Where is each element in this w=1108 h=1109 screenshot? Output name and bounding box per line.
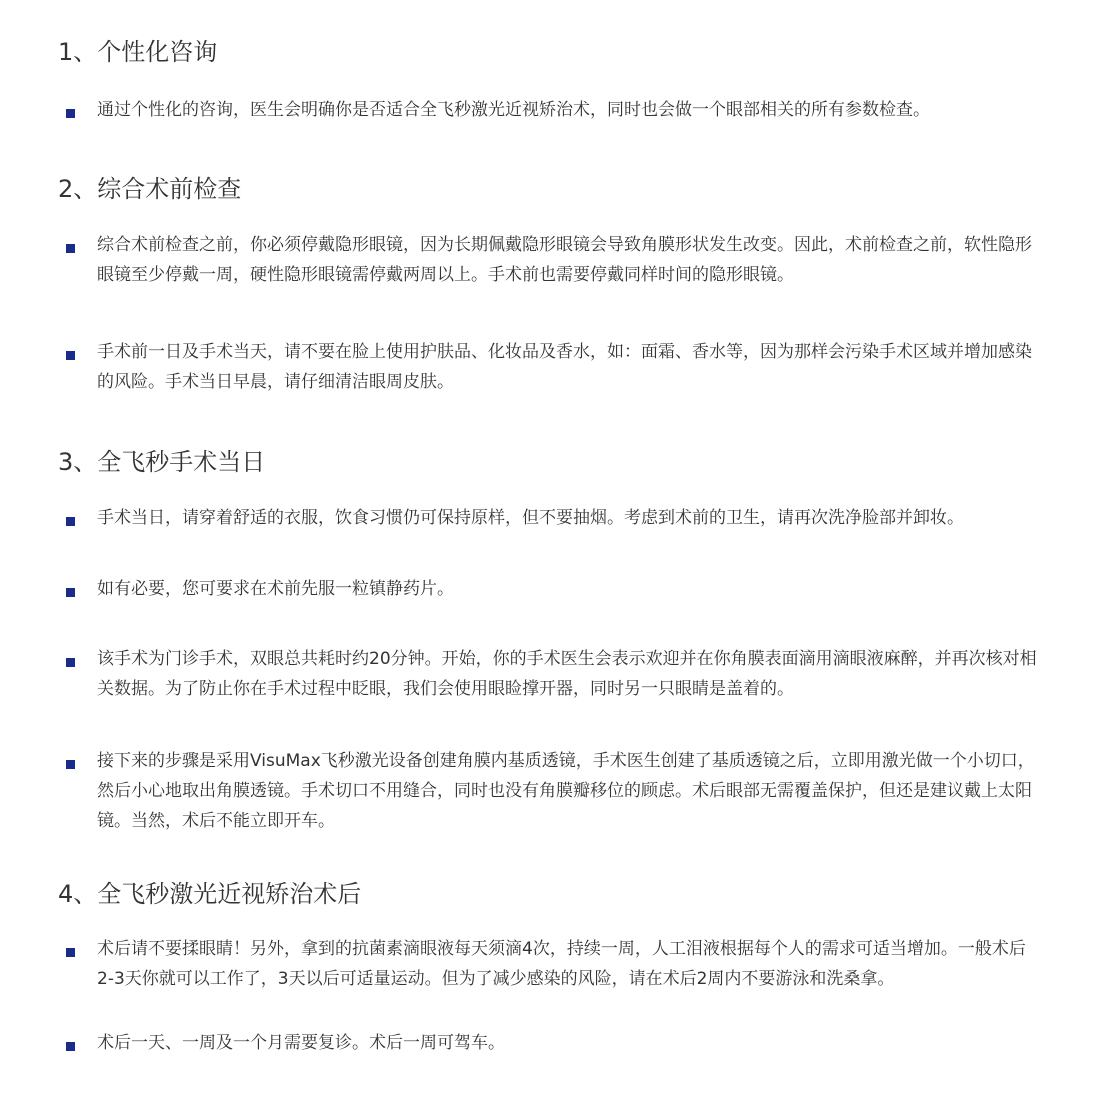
list-item-text: 术后请不要揉眼睛！另外，拿到的抗菌素滴眼液每天须滴4次，持续一周，人工泪液根据每个人的需求可适当增加。一般术后2-3天你就可以工作了，3天以后可适量运动。但为了减少感染的风险，请在术后2周内不要游泳和洗桑拿。 [97,939,1026,989]
square-bullet-icon [66,588,75,597]
list-item-text: 综合术前检查之前，你必须停戴隐形眼镜，因为长期佩戴隐形眼镜会导致角膜形状发生改变。因此，术前检查之前，软性隐形眼镜至少停戴一周，硬性隐形眼镜需停戴两周以上。手术前也需要停戴同样时间的隐形眼镜。 [97,235,1032,285]
section-heading-post-op: 4、全飞秒激光近视矫治术后 [58,880,362,908]
list-item-text: 通过个性化的咨询，医生会明确你是否适合全飞秒激光近视矫治术，同时也会做一个眼部相关的所有参数检查。 [97,100,930,120]
section-heading-surgery-day: 3、全飞秒手术当日 [58,448,266,476]
list-item-text: 接下来的步骤是采用VisuMax飞秒激光设备创建角膜内基质透镜，手术医生创建了基质透镜之后，立即用激光做一个小切口，然后小心地取出角膜透镜。手术切口不用缝合，同时也没有角膜瓣移位的顾虑。术后眼部无需覆盖保护，但还是建议戴上太阳镜。当然，术后不能立即开车。 [97,751,1035,831]
square-bullet-icon [66,109,75,118]
list-item-text: 如有必要，您可要求在术前先服一粒镇静药片。 [97,579,454,599]
section-heading-preop-exam: 2、综合术前检查 [58,175,242,203]
square-bullet-icon [66,244,75,253]
square-bullet-icon [66,760,75,769]
list-item-text: 该手术为门诊手术，双眼总共耗时约20分钟。开始，你的手术医生会表示欢迎并在你角膜表面滴用滴眼液麻醉，并再次核对相关数据。为了防止你在手术过程中眨眼，我们会使用眼睑撑开器，同时另一只眼睛是盖着的。 [97,649,1037,699]
list-item-text: 手术当日，请穿着舒适的衣服，饮食习惯仍可保持原样，但不要抽烟。考虑到术前的卫生，请再次洗净脸部并卸妆。 [97,508,964,528]
list-item-text: 术后一天、一周及一个月需要复诊。术后一周可驾车。 [97,1033,505,1053]
section-heading-consultation: 1、个性化咨询 [58,38,218,66]
list-item-text: 手术前一日及手术当天，请不要在脸上使用护肤品、化妆品及香水，如：面霜、香水等，因为那样会污染手术区域并增加感染的风险。手术当日早晨，请仔细清洁眼周皮肤。 [97,342,1032,392]
square-bullet-icon [66,948,75,957]
square-bullet-icon [66,1042,75,1051]
square-bullet-icon [66,351,75,360]
square-bullet-icon [66,517,75,526]
square-bullet-icon [66,658,75,667]
